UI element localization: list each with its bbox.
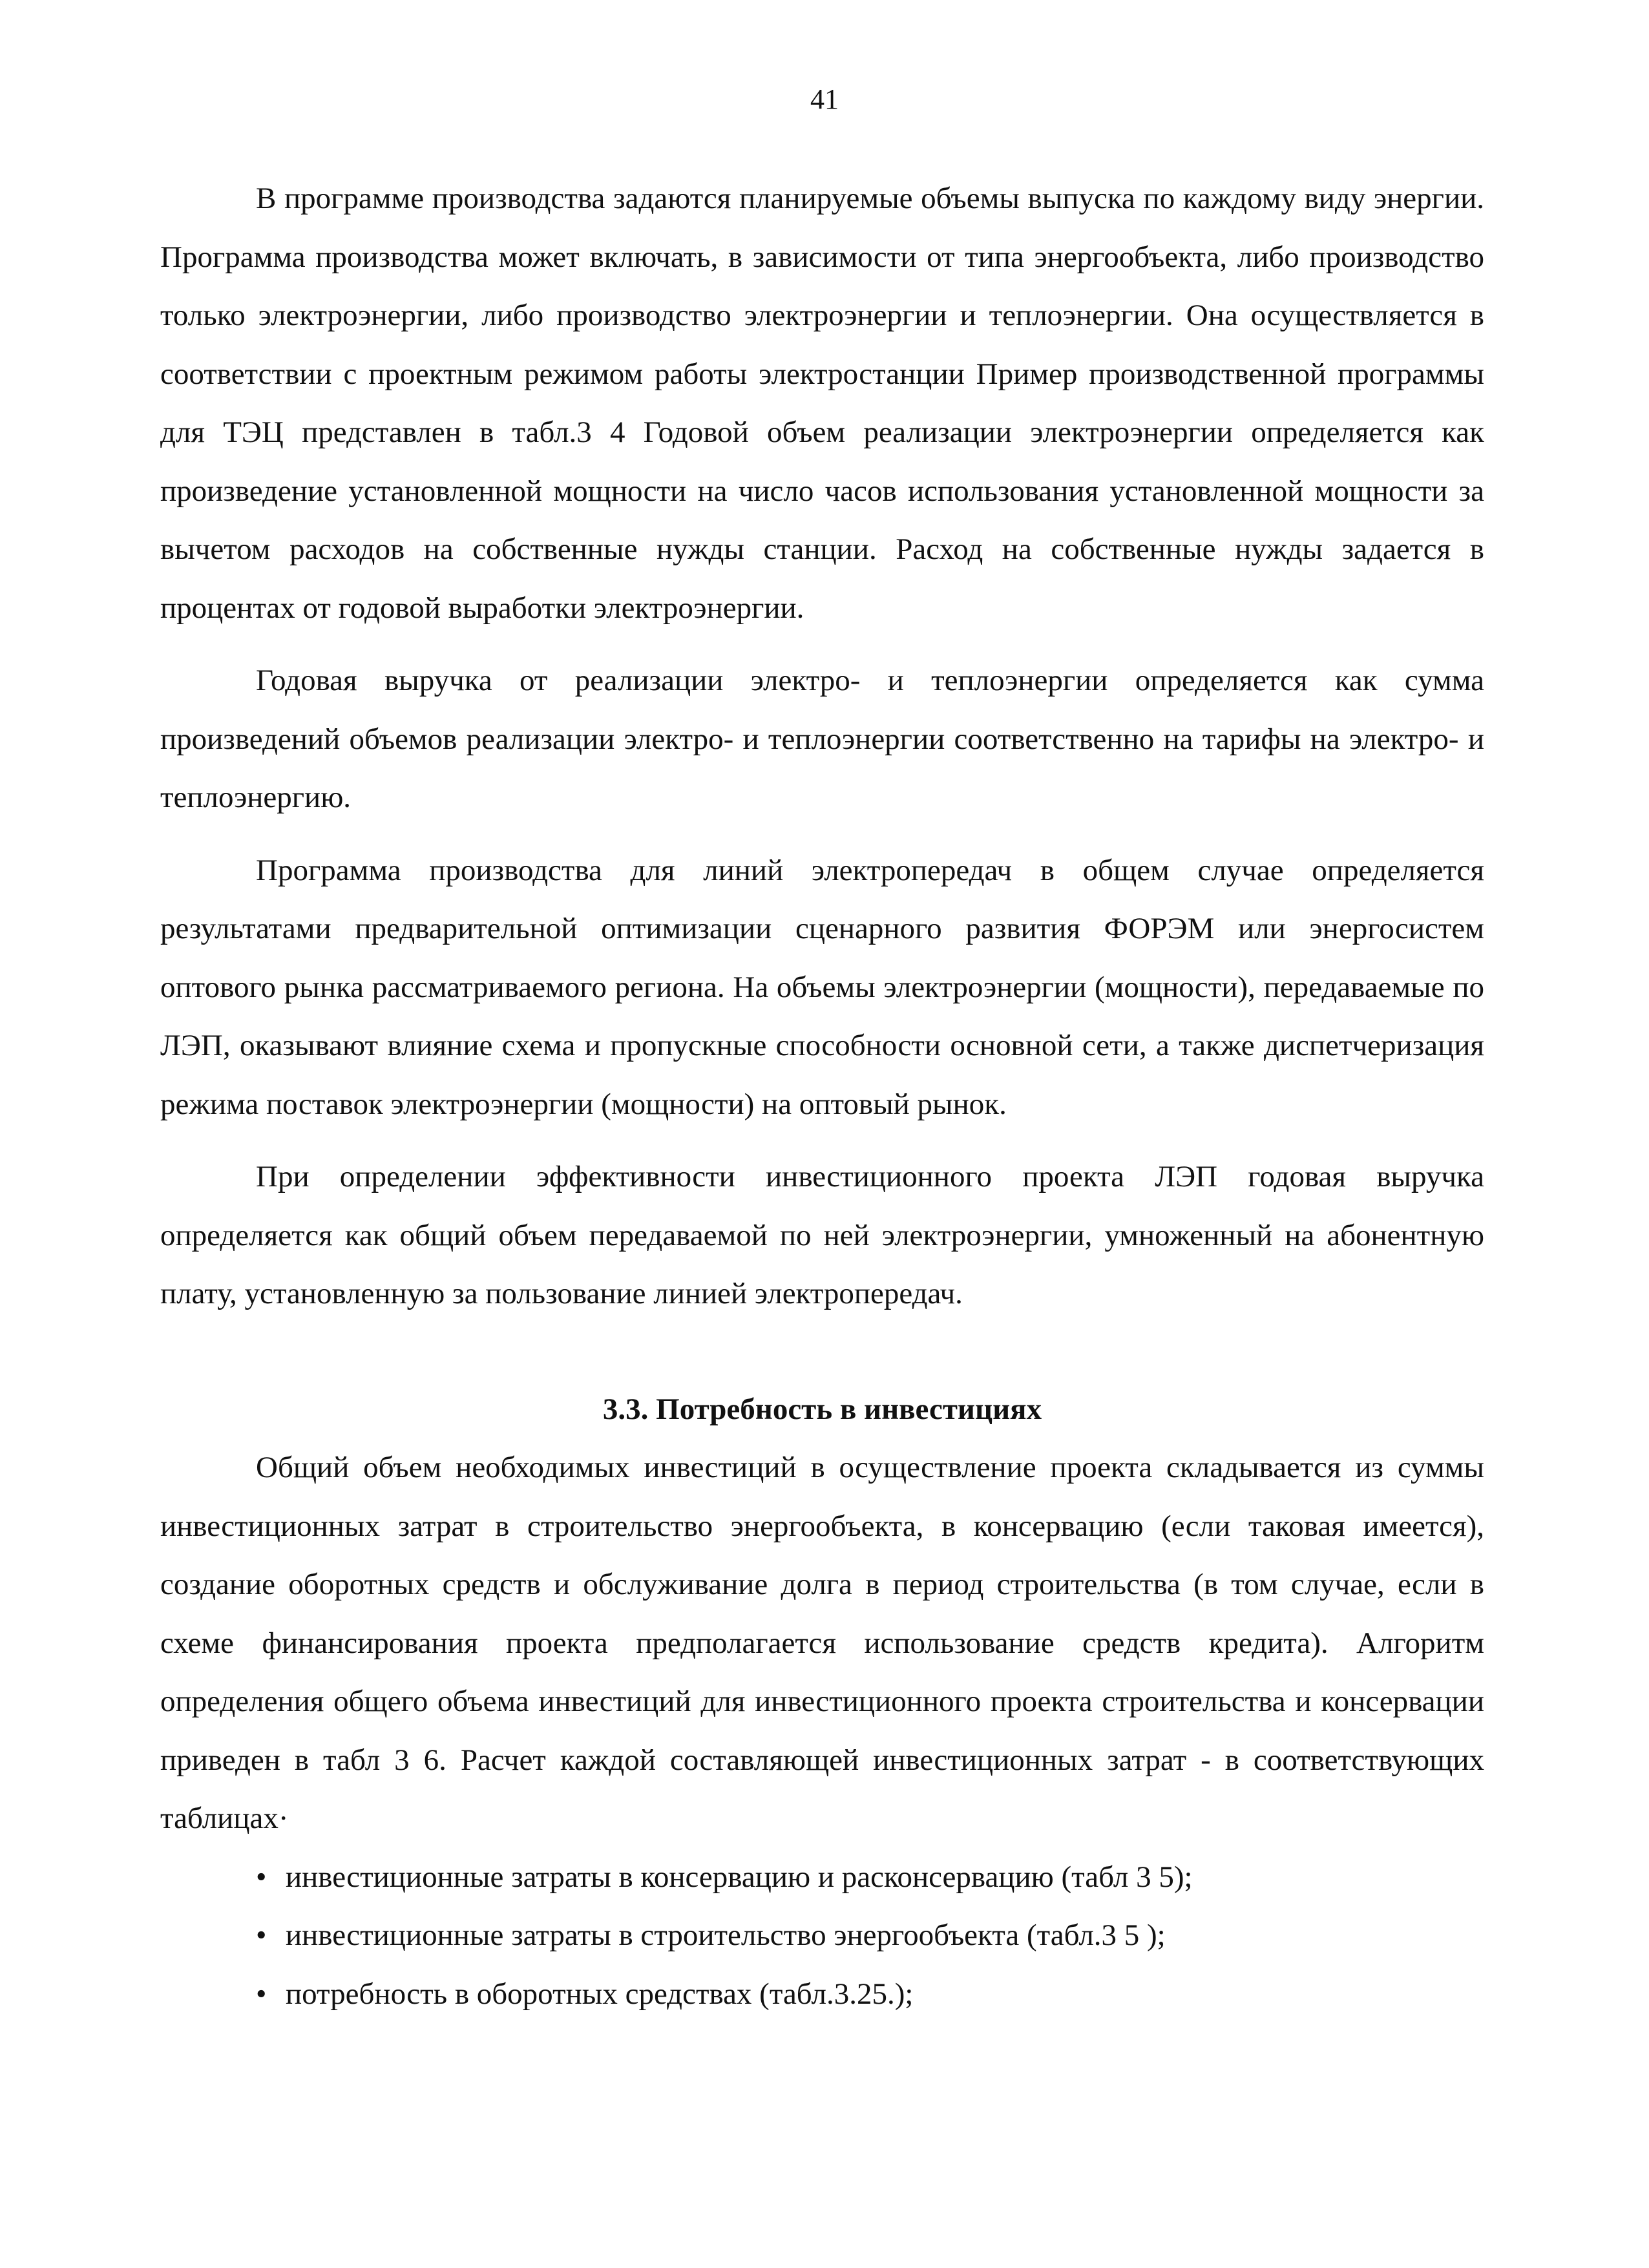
paragraph-annual-revenue: Годовая выручка от реализации электро- и теплоэнергии определяется как сумма произведений объемов реализации электро- и теплоэнергии соответственно на тарифы на электро- и теплоэнергию. <box>160 664 1484 814</box>
page-content <box>160 169 1484 2023</box>
bullet-list <box>160 1848 1484 2024</box>
paragraph-investment-needs: Общий объем необходимых инвестиций в осуществление проекта складывается из суммы инвестиционных затрат в строительство энергообъекта, в консервацию (если таковая имеется), создание оборотных средств и обслуживание долга в период строительства (в том случае, если в схеме финансирования проекта предполагается использование средств кредита). Алгоритм определения общего объема инвестиций для инвестиционного проекта строительства и консервации приведен в табл 3 6. Расчет каждой составляющей инвестиционных затрат - в соответствующих таблицах· <box>160 1451 1484 1835</box>
paragraph-production-program: В программе производства задаются планируемые объемы выпуска по каждому виду энергии. Программа производства может включать, в зависимости от типа энергообъекта, либо производство только электроэнергии, либо производство электроэнергии и теплоэнергии. Она осуществляется в соответствии с проектным режимом работы электростанции Пример производственной программы для ТЭЦ представлен в табл.3 4 Годовой объем реализации электроэнергии определяется как произведение установленной мощности на число часов использования установленной мощности за вычетом расходов на собственные нужды станции. Расход на собственные нужды задается в процентах от годовой выработки электроэнергии. <box>160 182 1484 625</box>
list-item: • инвестиционные затраты в строительство энергообъекта (табл.3 5 ); <box>256 1906 1484 1965</box>
paragraph-power-lines-efficiency: При определении эффективности инвестиционного проекта ЛЭП годовая выручка определяется как общий объем передаваемой по ней электроэнергии, умноженный на абонентную плату, установленную за пользование линией электропередач. <box>160 1160 1484 1310</box>
list-item: • инвестиционные затраты в консервацию и расконсервацию (табл 3 5); <box>256 1848 1484 1907</box>
page-number: 41 <box>810 83 839 115</box>
paragraph-power-lines-program: Программа производства для линий электропередач в общем случае определяется результатами предварительной оптимизации сценарного развития ФОРЭМ или энергосистем оптового рынка рассматриваемого региона. На объемы электроэнергии (мощности), передаваемые по ЛЭП, оказывают влияние схема и пропускные способности основной сети, а также диспетчеризация режима поставок электроэнергии (мощности) на оптовый рынок. <box>160 853 1484 1121</box>
section-heading: 3.3. Потребность в инвестициях <box>602 1392 1042 1426</box>
list-item: • потребность в оборотных средствах (табл.3.25.); <box>256 1965 1484 2024</box>
